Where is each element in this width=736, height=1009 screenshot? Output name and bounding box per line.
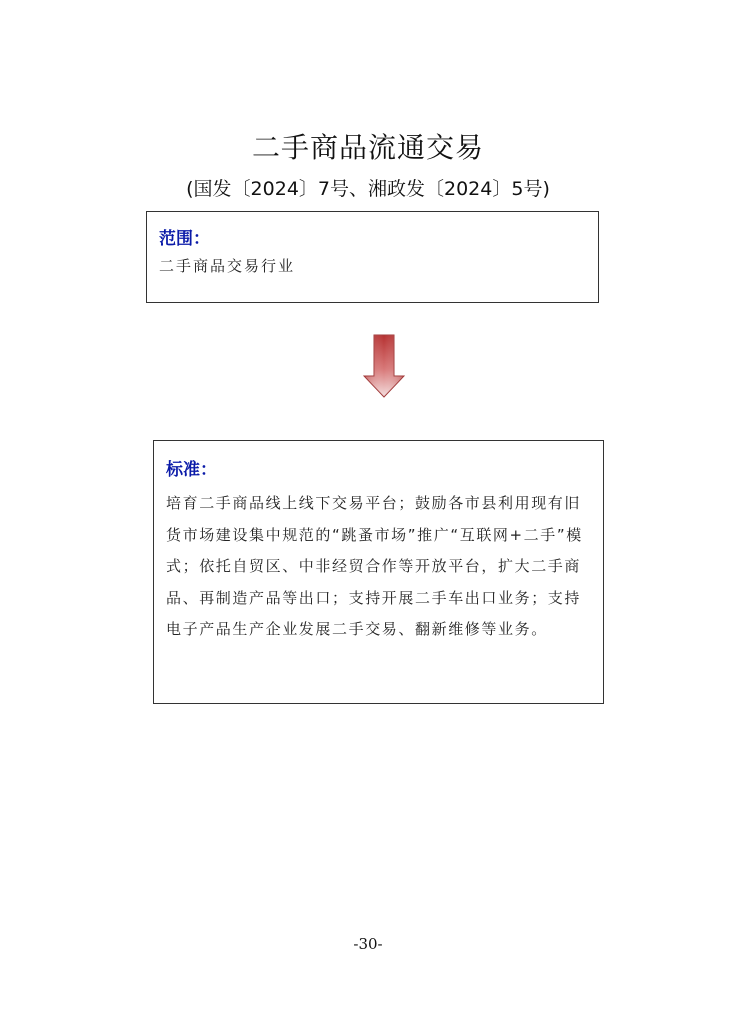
document-title: 二手商品流通交易 [251, 131, 484, 164]
down-arrow-icon [363, 334, 405, 398]
standard-heading: 标准： [166, 460, 217, 480]
scope-box [146, 211, 599, 303]
page-number: -30- [353, 935, 383, 953]
scope-text: 二手商品交易行业 [159, 257, 296, 275]
scope-heading: 范围： [159, 229, 210, 249]
document-subtitle: (国发〔2024〕7号、湘政发〔2024〕5号) [186, 178, 550, 200]
standard-box [153, 440, 604, 704]
standard-text: 培育二手商品线上线下交易平台；鼓励各市县利用现有旧货市场建设集中规范的“跳蚤市场”推广“互联网+二手”模式；依托自贸区、中非经贸合作等开放平台，扩大二手商品、再制造产品等出口；支持开展二手车出口业务；支持电子产品生产企业发展二手交易、翻新维修等业务。 [166, 494, 583, 638]
